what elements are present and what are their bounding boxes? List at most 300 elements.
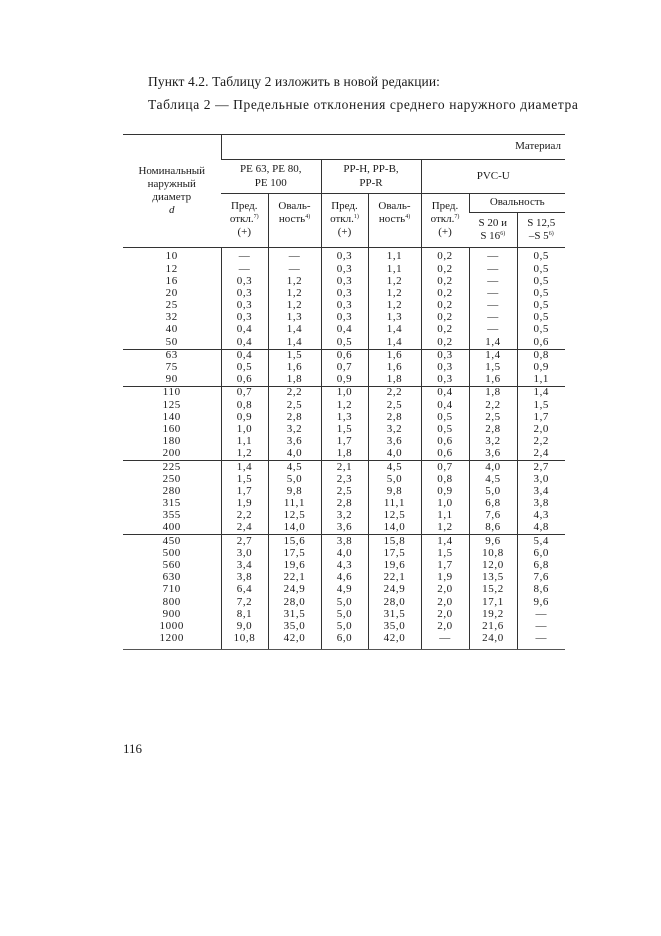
pvc-deviation-cell: 0,2 xyxy=(421,300,469,312)
pe-deviation-cell: 2,7 xyxy=(221,535,268,548)
pe-ovality-cell: 1,5 xyxy=(268,349,321,362)
diameter-cell: 315 xyxy=(162,497,181,510)
pp-ovality-cell: 1,3 xyxy=(368,312,421,324)
tolerance-table xyxy=(123,134,565,650)
table-row xyxy=(123,560,565,572)
pvc-deviation-cell: 1,9 xyxy=(421,572,469,584)
diameter-cell: 16 xyxy=(165,275,178,287)
table-row xyxy=(123,621,565,633)
pe-ovality-cell: 9,8 xyxy=(268,486,321,498)
pp-ovality-header: Оваль- ность$^{4)}$ xyxy=(368,194,421,248)
material-header: Материал xyxy=(221,135,565,160)
table-row xyxy=(123,633,565,650)
pp-deviation-cell: 0,5 xyxy=(321,336,368,349)
pe-ovality-cell: 2,5 xyxy=(268,399,321,411)
page-number: 116 xyxy=(123,741,143,756)
pp-deviation-cell: 0,3 xyxy=(321,248,368,264)
pp-deviation-cell: 1,0 xyxy=(321,387,368,400)
pvc-s20-ovality-cell: 2,5 xyxy=(469,411,517,423)
pp-deviation-cell: 3,8 xyxy=(321,535,368,548)
pe-deviation-cell: 0,3 xyxy=(221,275,268,287)
pp-ovality-cell: 2,8 xyxy=(368,411,421,423)
table-row xyxy=(123,498,565,510)
pp-ovality-cell: 17,5 xyxy=(368,548,421,560)
pe-ovality-cell: 14,0 xyxy=(268,522,321,535)
pvc-s12-ovality-cell: 0,9 xyxy=(517,362,565,374)
pvc-s12-ovality-cell: 0,5 xyxy=(517,324,565,336)
pp-ovality-cell: 15,8 xyxy=(368,535,421,548)
pvc-s12-ovality-cell: 4,3 xyxy=(517,510,565,522)
pe-deviation-cell: 10,8 xyxy=(221,633,268,650)
pvc-s20-ovality-cell: — xyxy=(469,248,517,264)
pe-ovality-cell: 4,5 xyxy=(268,461,321,474)
pp-ovality-cell: 22,1 xyxy=(368,572,421,584)
pe-deviation-cell: 1,2 xyxy=(221,448,268,461)
pp-ovality-cell: 1,6 xyxy=(368,349,421,362)
pvc-deviation-cell: 0,2 xyxy=(421,312,469,324)
pvc-s12-ovality-cell: 3,0 xyxy=(517,473,565,485)
pvc-s20-ovality-cell: 10,8 xyxy=(469,548,517,560)
pvc-deviation-cell: 0,2 xyxy=(421,263,469,275)
pvc-s12-ovality-cell: 6,0 xyxy=(517,548,565,560)
diameter-cell: 200 xyxy=(162,448,181,460)
pe-deviation-cell: — xyxy=(221,263,268,275)
pe-deviation-cell: 0,5 xyxy=(221,362,268,374)
pp-ovality-cell: 1,8 xyxy=(368,374,421,387)
pvc-deviation-cell: — xyxy=(421,633,469,650)
pvc-s12-ovality-cell: 0,8 xyxy=(517,349,565,362)
table-row xyxy=(123,572,565,584)
pp-ovality-cell: 19,6 xyxy=(368,560,421,572)
table-row xyxy=(123,263,565,275)
pe-deviation-cell: 0,7 xyxy=(221,387,268,400)
pp-deviation-cell: 3,2 xyxy=(321,510,368,522)
pvc-deviation-cell: 0,6 xyxy=(421,436,469,448)
pvc-deviation-cell: 0,3 xyxy=(421,362,469,374)
pe-ovality-cell: 22,1 xyxy=(268,572,321,584)
pvc-deviation-cell: 2,0 xyxy=(421,608,469,620)
pe-deviation-cell: 1,9 xyxy=(221,498,268,510)
pp-deviation-cell: 5,0 xyxy=(321,596,368,608)
pvc-deviation-cell: 0,4 xyxy=(421,387,469,400)
pvc-s12-ovality-cell: 0,5 xyxy=(517,248,565,264)
pe-deviation-cell: 1,5 xyxy=(221,473,268,485)
diameter-cell: 140 xyxy=(162,411,181,423)
pe-deviation-cell: 0,8 xyxy=(221,399,268,411)
pe-ovality-cell: 28,0 xyxy=(268,596,321,608)
pe-ovality-cell: 4,0 xyxy=(268,448,321,461)
pvc-s20-ovality-cell: 1,4 xyxy=(469,349,517,362)
pe-deviation-cell: 1,1 xyxy=(221,436,268,448)
table-body xyxy=(123,248,565,650)
diameter-cell: 63 xyxy=(123,349,221,362)
pvc-s20-ovality-cell: 19,2 xyxy=(469,608,517,620)
pe-deviation-cell: 8,1 xyxy=(221,608,268,620)
pvc-s20-ovality-cell: 2,8 xyxy=(469,424,517,436)
pp-deviation-cell: 0,7 xyxy=(321,362,368,374)
table-caption: Таблица 2 — Предельные отклонения среднего наружного диаметра xyxy=(148,97,579,112)
pvc-deviation-cell: 1,2 xyxy=(421,522,469,535)
pp-deviation-cell: 5,0 xyxy=(321,608,368,620)
pp-deviation-cell: 1,3 xyxy=(321,411,368,423)
pe-deviation-cell: 0,3 xyxy=(221,300,268,312)
pp-deviation-cell: 1,2 xyxy=(321,399,368,411)
pvc-s20-ovality-cell: — xyxy=(469,263,517,275)
pvc-ovality-header: Овальность xyxy=(469,194,565,213)
pe-ovality-cell: 11,1 xyxy=(268,498,321,510)
pp-deviation-cell: 1,5 xyxy=(321,424,368,436)
pp-deviation-cell: 2,3 xyxy=(321,473,368,485)
pvc-deviation-cell: 0,6 xyxy=(421,448,469,461)
diameter-cell: 125 xyxy=(162,399,181,411)
pp-deviation-cell: 0,4 xyxy=(321,324,368,336)
diameter-cell: 10 xyxy=(165,250,178,263)
pvc-deviation-cell: 0,5 xyxy=(421,411,469,423)
pvc-s20-ovality-cell: 17,1 xyxy=(469,596,517,608)
pvc-deviation-cell: 0,2 xyxy=(421,336,469,349)
pp-deviation-cell: 0,3 xyxy=(321,275,368,287)
table-row xyxy=(123,584,565,596)
pvc-s20-ovality-cell: — xyxy=(469,275,517,287)
pvc-s12-ovality-cell: 0,5 xyxy=(517,312,565,324)
pvc-deviation-cell: 1,5 xyxy=(421,548,469,560)
pe-ovality-cell: 24,9 xyxy=(268,584,321,596)
pp-ovality-cell: 12,5 xyxy=(368,510,421,522)
table-row xyxy=(123,436,565,448)
pvc-s12-ovality-cell: 0,5 xyxy=(517,263,565,275)
pvc-s12-ovality-cell: 1,5 xyxy=(517,399,565,411)
table-row xyxy=(123,362,565,374)
pe-ovality-cell: 3,2 xyxy=(268,424,321,436)
pe-deviation-cell: 0,3 xyxy=(221,312,268,324)
pvc-s12-ovality-cell: 0,6 xyxy=(517,336,565,349)
pp-ovality-cell: 31,5 xyxy=(368,608,421,620)
pe-ovality-cell: 1,2 xyxy=(268,288,321,300)
pe-deviation-cell: 1,7 xyxy=(221,486,268,498)
table-row xyxy=(123,548,565,560)
pvc-s20-ovality-cell: 3,6 xyxy=(469,448,517,461)
pvc-deviation-cell: 0,2 xyxy=(421,275,469,287)
table-row xyxy=(123,522,565,535)
pe-ovality-cell: 1,6 xyxy=(268,362,321,374)
diameter-cell: 40 xyxy=(165,324,178,336)
table-row xyxy=(123,374,565,387)
pp-ovality-cell: 1,2 xyxy=(368,275,421,287)
pvc-s12-ovality-cell: 6,8 xyxy=(517,560,565,572)
pp-deviation-cell: 2,1 xyxy=(321,461,368,474)
pe-ovality-cell: 2,8 xyxy=(268,411,321,423)
pp-deviation-cell: 1,8 xyxy=(321,448,368,461)
diameter-cell: 50 xyxy=(165,336,178,348)
pvc-deviation-cell: 0,2 xyxy=(421,248,469,264)
pp-deviation-cell: 4,0 xyxy=(321,548,368,560)
pp-ovality-cell: 1,1 xyxy=(368,248,421,264)
diameter-cell: 12 xyxy=(165,263,178,275)
diameter-cell: 90 xyxy=(165,373,178,386)
table-row xyxy=(123,461,565,474)
pvc-s12-ovality-cell: 0,5 xyxy=(517,288,565,300)
pvc-s20-ovality-cell: — xyxy=(469,324,517,336)
pvc-s12-header: S 12,5 –S 5$^{6)}$ xyxy=(517,213,565,248)
pvc-deviation-cell: 0,2 xyxy=(421,288,469,300)
pvc-s12-ovality-cell: 1,4 xyxy=(517,387,565,400)
pp-deviation-cell: 2,8 xyxy=(321,498,368,510)
pe-ovality-cell: 12,5 xyxy=(268,510,321,522)
pvc-deviation-cell: 2,0 xyxy=(421,596,469,608)
pp-ovality-cell: 3,2 xyxy=(368,424,421,436)
pe-ovality-cell: 1,4 xyxy=(268,324,321,336)
diameter-cell: 280 xyxy=(162,485,181,497)
pp-ovality-cell: 2,5 xyxy=(368,399,421,411)
pe-ovality-cell: — xyxy=(268,263,321,275)
pvc-s12-ovality-cell: 2,4 xyxy=(517,448,565,461)
pvc-deviation-cell: 1,1 xyxy=(421,510,469,522)
pp-ovality-cell: 5,0 xyxy=(368,473,421,485)
pp-ovality-cell: 9,8 xyxy=(368,486,421,498)
pvc-s20-ovality-cell: 13,5 xyxy=(469,572,517,584)
pe-deviation-cell: 3,4 xyxy=(221,560,268,572)
pp-deviation-cell: 4,6 xyxy=(321,572,368,584)
table-row xyxy=(123,349,565,362)
pvc-s12-ovality-cell: 3,4 xyxy=(517,486,565,498)
pvc-s20-ovality-cell: 1,8 xyxy=(469,387,517,400)
pe-ovality-cell: 5,0 xyxy=(268,473,321,485)
diameter-cell: 450 xyxy=(123,535,221,548)
diameter-cell: 250 xyxy=(162,473,181,485)
table-row xyxy=(123,608,565,620)
pvc-s12-ovality-cell: 1,7 xyxy=(517,411,565,423)
pvc-s12-ovality-cell: 0,5 xyxy=(517,300,565,312)
pp-deviation-cell: 0,3 xyxy=(321,312,368,324)
pp-deviation-cell: 3,6 xyxy=(321,522,368,535)
table-row xyxy=(123,535,565,548)
pvc-deviation-cell: 0,5 xyxy=(421,424,469,436)
pvc-s20-ovality-cell: 4,0 xyxy=(469,461,517,474)
pvc-deviation-cell: 0,3 xyxy=(421,349,469,362)
pvc-s12-ovality-cell: 1,1 xyxy=(517,374,565,387)
pp-ovality-cell: 4,0 xyxy=(368,448,421,461)
group-pvc-header: PVC-U xyxy=(421,160,565,194)
pp-deviation-cell: 5,0 xyxy=(321,621,368,633)
pvc-s20-ovality-cell: 24,0 xyxy=(469,633,517,650)
pp-ovality-cell: 14,0 xyxy=(368,522,421,535)
pp-deviation-cell: 1,7 xyxy=(321,436,368,448)
pvc-deviation-header: Пред. откл.$^{7)}$ (+) xyxy=(421,194,469,248)
pvc-s12-ovality-cell: 5,4 xyxy=(517,535,565,548)
diameter-cell: 400 xyxy=(162,522,181,534)
diameter-cell: 160 xyxy=(162,423,181,435)
amendment-heading: Пункт 4.2. Таблицу 2 изложить в новой редакции: xyxy=(148,74,441,89)
pvc-deviation-cell: 1,0 xyxy=(421,498,469,510)
pp-deviation-cell: 0,3 xyxy=(321,288,368,300)
table-row xyxy=(123,312,565,324)
table-row xyxy=(123,387,565,400)
diameter-cell: 900 xyxy=(162,608,181,620)
pe-deviation-cell: 3,8 xyxy=(221,572,268,584)
pp-deviation-header: Пред. откл.$^{1)}$ (+) xyxy=(321,194,368,248)
pp-deviation-cell: 0,6 xyxy=(321,349,368,362)
pe-deviation-cell: 3,0 xyxy=(221,548,268,560)
pp-deviation-cell: 2,5 xyxy=(321,486,368,498)
diameter-cell: 500 xyxy=(162,547,181,559)
diameter-cell: 800 xyxy=(162,596,181,608)
diameter-cell: 1000 xyxy=(159,620,184,632)
table-row xyxy=(123,424,565,436)
table-row xyxy=(123,399,565,411)
diameter-cell: 355 xyxy=(162,509,181,522)
pe-deviation-header: Пред. откл.$^{7)}$ (+) xyxy=(221,194,268,248)
pvc-deviation-cell: 0,9 xyxy=(421,486,469,498)
pe-ovality-cell: 31,5 xyxy=(268,608,321,620)
pe-deviation-cell: 6,4 xyxy=(221,584,268,596)
pvc-s20-ovality-cell: 3,2 xyxy=(469,436,517,448)
pvc-deviation-cell: 1,4 xyxy=(421,535,469,548)
pe-ovality-cell: 35,0 xyxy=(268,621,321,633)
diameter-cell: 630 xyxy=(162,571,181,584)
pvc-s20-ovality-cell: 1,5 xyxy=(469,362,517,374)
pp-deviation-cell: 0,3 xyxy=(321,263,368,275)
pe-deviation-cell: 0,9 xyxy=(221,411,268,423)
pvc-s12-ovality-cell: — xyxy=(517,633,565,650)
pvc-s12-ovality-cell: — xyxy=(517,608,565,620)
pp-ovality-cell: 1,4 xyxy=(368,324,421,336)
pe-deviation-cell: 7,2 xyxy=(221,596,268,608)
table-row xyxy=(123,510,565,522)
pp-ovality-cell: 3,6 xyxy=(368,436,421,448)
pe-deviation-cell: 0,3 xyxy=(221,288,268,300)
pp-deviation-cell: 0,3 xyxy=(321,300,368,312)
table-row xyxy=(123,300,565,312)
pe-ovality-cell: 15,6 xyxy=(268,535,321,548)
pvc-s20-ovality-cell: 9,6 xyxy=(469,535,517,548)
diameter-cell: 75 xyxy=(165,361,178,373)
pe-ovality-cell: 2,2 xyxy=(268,387,321,400)
table-row xyxy=(123,411,565,423)
pvc-s20-ovality-cell: 4,5 xyxy=(469,473,517,485)
table-row xyxy=(123,596,565,608)
diameter-cell: 180 xyxy=(162,435,181,448)
pp-ovality-cell: 28,0 xyxy=(368,596,421,608)
pe-deviation-cell: 1,0 xyxy=(221,424,268,436)
pe-ovality-cell: 19,6 xyxy=(268,560,321,572)
pvc-s20-ovality-cell: 21,6 xyxy=(469,621,517,633)
pe-ovality-cell: 3,6 xyxy=(268,436,321,448)
diameter-cell: 25 xyxy=(165,299,178,312)
group-pp-header: PP-H, PP-B, PP-R xyxy=(321,160,421,194)
pe-ovality-cell: 17,5 xyxy=(268,548,321,560)
pvc-deviation-cell: 2,0 xyxy=(421,621,469,633)
pvc-s20-ovality-cell: 5,0 xyxy=(469,486,517,498)
pp-deviation-cell: 0,9 xyxy=(321,374,368,387)
diameter-cell: 110 xyxy=(123,387,221,400)
group-pe-header: PE 63, PE 80, PE 100 xyxy=(221,160,321,194)
pp-deviation-cell: 4,9 xyxy=(321,584,368,596)
table-row xyxy=(123,336,565,349)
pp-ovality-cell: 4,5 xyxy=(368,461,421,474)
diameter-cell: 710 xyxy=(162,584,181,596)
pp-ovality-cell: 1,6 xyxy=(368,362,421,374)
pe-ovality-cell: 1,3 xyxy=(268,312,321,324)
pvc-deviation-cell: 0,7 xyxy=(421,461,469,474)
diameter-cell: 20 xyxy=(165,287,178,299)
table-row xyxy=(123,288,565,300)
pvc-s20-ovality-cell: 1,6 xyxy=(469,374,517,387)
pe-deviation-cell: 9,0 xyxy=(221,621,268,633)
pvc-s20-ovality-cell: 1,4 xyxy=(469,336,517,349)
pe-deviation-cell: 2,2 xyxy=(221,510,268,522)
diameter-cell: 1200 xyxy=(123,633,221,650)
pe-ovality-cell: 1,2 xyxy=(268,300,321,312)
pvc-deviation-cell: 0,2 xyxy=(421,324,469,336)
pvc-s12-ovality-cell: 2,2 xyxy=(517,436,565,448)
pe-ovality-cell: 1,8 xyxy=(268,374,321,387)
pvc-s20-ovality-cell: — xyxy=(469,300,517,312)
pp-deviation-cell: 4,3 xyxy=(321,560,368,572)
pvc-s20-ovality-cell: 2,2 xyxy=(469,399,517,411)
pp-ovality-cell: 42,0 xyxy=(368,633,421,650)
pe-deviation-cell: 1,4 xyxy=(221,461,268,474)
table-row xyxy=(123,275,565,287)
pe-deviation-cell: 0,4 xyxy=(221,349,268,362)
diameter-cell: 32 xyxy=(165,311,178,324)
pp-ovality-cell: 11,1 xyxy=(368,498,421,510)
table-row xyxy=(123,486,565,498)
pvc-s20-ovality-cell: 8,6 xyxy=(469,522,517,535)
pvc-s20-ovality-cell: — xyxy=(469,288,517,300)
pvc-s12-ovality-cell: 9,6 xyxy=(517,596,565,608)
pvc-s12-ovality-cell: 2,7 xyxy=(517,461,565,474)
pp-ovality-cell: 2,2 xyxy=(368,387,421,400)
pvc-s12-ovality-cell: — xyxy=(517,621,565,633)
pvc-s20-ovality-cell: — xyxy=(469,312,517,324)
table-row xyxy=(123,248,565,264)
table-row xyxy=(123,473,565,485)
pvc-deviation-cell: 1,7 xyxy=(421,560,469,572)
pvc-s20-ovality-cell: 15,2 xyxy=(469,584,517,596)
pe-deviation-cell: — xyxy=(221,248,268,264)
pe-deviation-cell: 0,4 xyxy=(221,324,268,336)
pp-deviation-cell: 6,0 xyxy=(321,633,368,650)
pp-ovality-cell: 1,4 xyxy=(368,336,421,349)
pe-ovality-cell: 42,0 xyxy=(268,633,321,650)
pe-ovality-header: Оваль- ность$^{4)}$ xyxy=(268,194,321,248)
pvc-s20-ovality-cell: 12,0 xyxy=(469,560,517,572)
pe-deviation-cell: 0,4 xyxy=(221,336,268,349)
pvc-s12-ovality-cell: 8,6 xyxy=(517,584,565,596)
pe-deviation-cell: 2,4 xyxy=(221,522,268,535)
pvc-s12-ovality-cell: 4,8 xyxy=(517,522,565,535)
pvc-s20-ovality-cell: 6,8 xyxy=(469,498,517,510)
diameter-cell: 225 xyxy=(123,461,221,474)
table-row xyxy=(123,448,565,461)
pvc-s12-ovality-cell: 7,6 xyxy=(517,572,565,584)
pp-ovality-cell: 1,2 xyxy=(368,288,421,300)
nominal-diameter-header: Номинальный наружный диаметр d xyxy=(123,135,221,248)
pvc-deviation-cell: 0,8 xyxy=(421,473,469,485)
table-row xyxy=(123,324,565,336)
pvc-s12-ovality-cell: 3,8 xyxy=(517,498,565,510)
diameter-cell: 560 xyxy=(162,559,181,571)
pp-ovality-cell: 35,0 xyxy=(368,621,421,633)
pp-ovality-cell: 24,9 xyxy=(368,584,421,596)
pe-ovality-cell: 1,2 xyxy=(268,275,321,287)
pvc-s20-ovality-cell: 7,6 xyxy=(469,510,517,522)
pvc-deviation-cell: 2,0 xyxy=(421,584,469,596)
pp-ovality-cell: 1,1 xyxy=(368,263,421,275)
pvc-s20-header: S 20 и S 16$^{6)}$ xyxy=(469,213,517,248)
pvc-deviation-cell: 0,4 xyxy=(421,399,469,411)
pe-ovality-cell: — xyxy=(268,248,321,264)
